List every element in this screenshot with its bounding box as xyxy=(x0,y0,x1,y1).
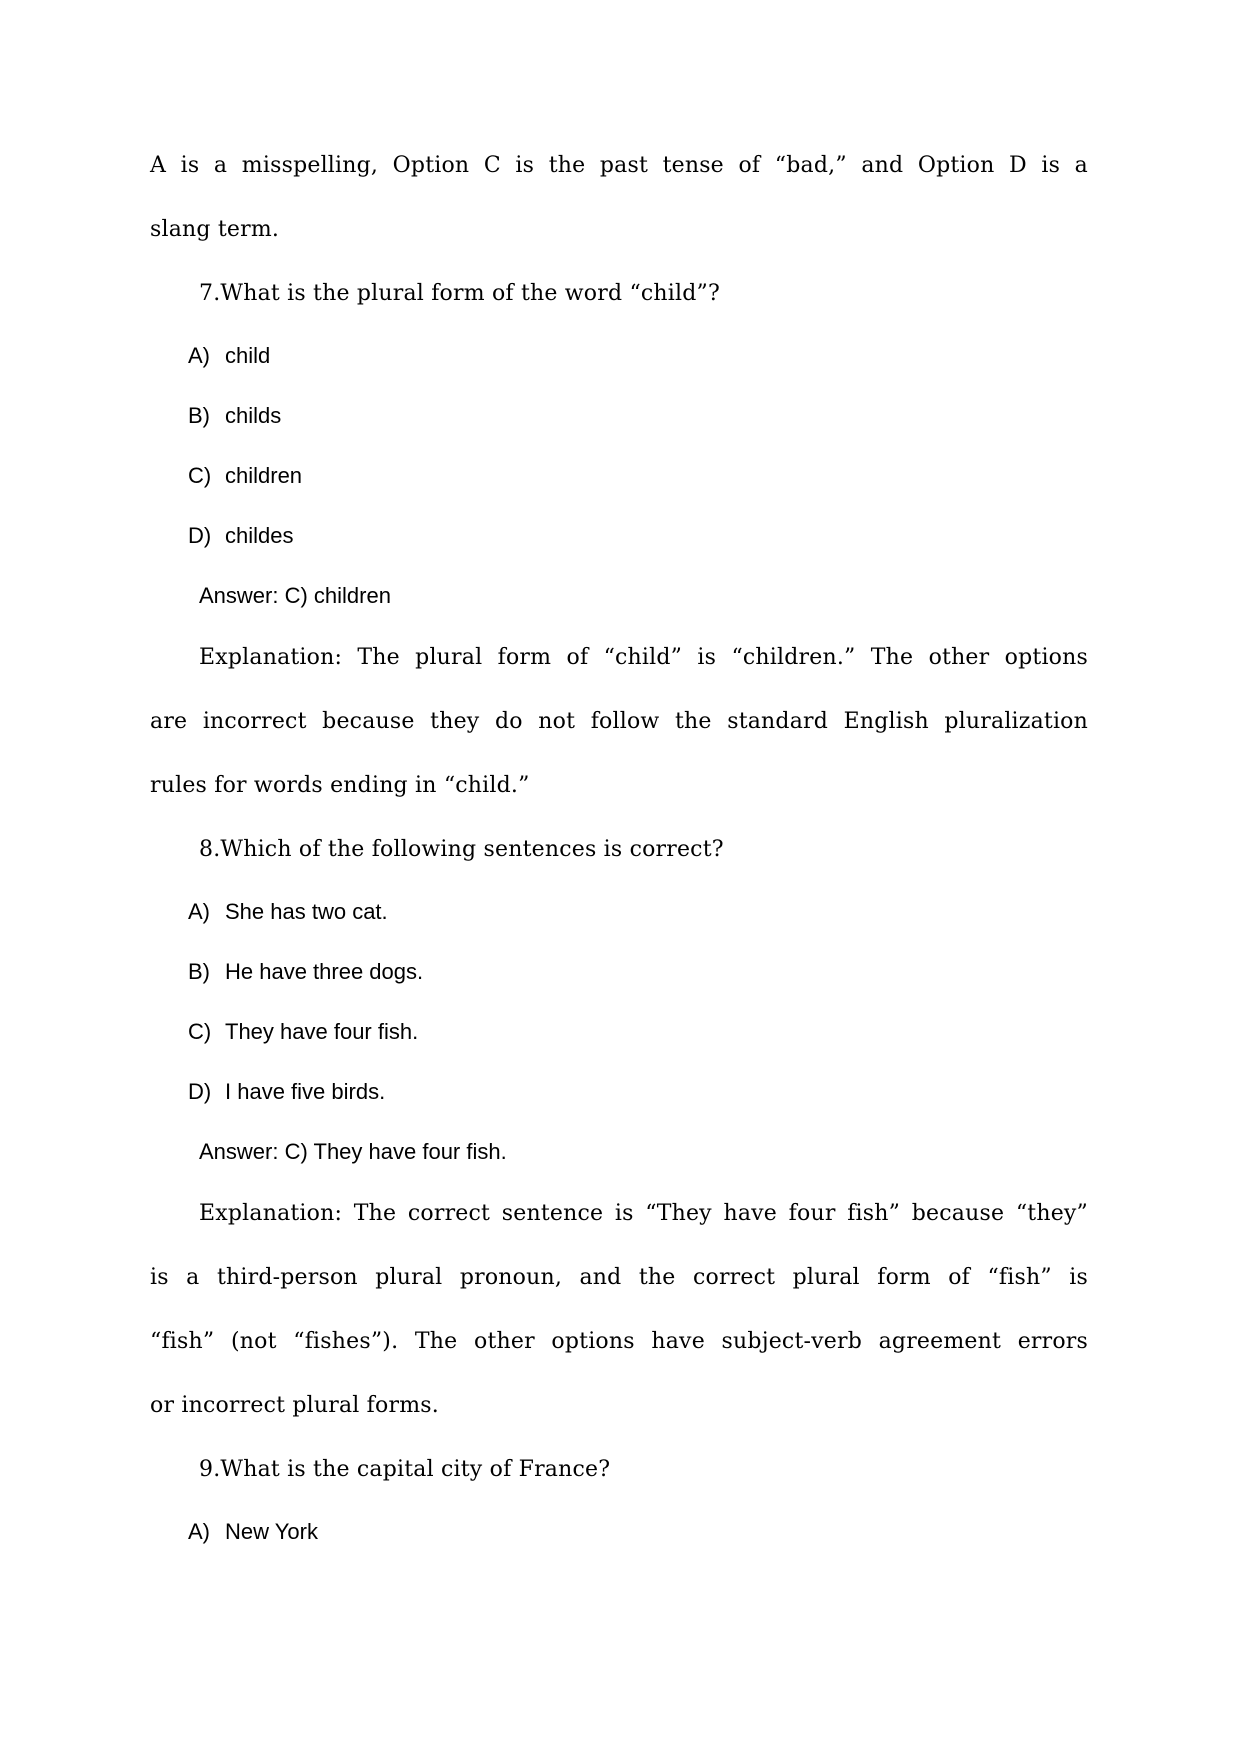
option-letter: D) xyxy=(188,523,212,548)
option-letter: B) xyxy=(188,403,210,428)
q7-answer: Answer: C) children xyxy=(199,583,391,608)
q7-explanation-line-3: rules for words ending in “child.” xyxy=(150,773,530,798)
q7-option-c xyxy=(188,462,302,490)
option-letter: D) xyxy=(188,1079,212,1104)
q8-option-c xyxy=(188,1018,418,1046)
option-text: childes xyxy=(225,523,294,548)
option-letter: A) xyxy=(188,1519,210,1544)
q7-option-d xyxy=(188,522,293,550)
q8-option-d xyxy=(188,1078,385,1106)
q8-explanation-line-1: Explanation: The correct sentence is “They have four fish” because “they” xyxy=(199,1201,1088,1226)
option-text: childs xyxy=(225,403,282,428)
q8-explanation-line-3: “fish” (not “fishes”). The other options have subject-verb agreement errors xyxy=(150,1329,1088,1354)
q8-option-a xyxy=(188,898,388,926)
option-letter: A) xyxy=(188,343,210,368)
option-letter: C) xyxy=(188,463,212,488)
q8-explanation-line-4: or incorrect plural forms. xyxy=(150,1393,439,1418)
q7-explanation-line-2: are incorrect because they do not follow the standard English pluralization xyxy=(150,709,1088,734)
option-text: children xyxy=(225,463,303,488)
option-text: She has two cat. xyxy=(225,899,388,924)
q8-explanation-line-2: is a third-person plural pronoun, and the correct plural form of “fish” is xyxy=(150,1265,1088,1290)
q8-option-b xyxy=(188,958,423,986)
intro-line-1: A is a misspelling, Option C is the past tense of “bad,” and Option D is a xyxy=(150,153,1088,178)
question-9: 9.What is the capital city of France? xyxy=(199,1457,611,1482)
question-7: 7.What is the plural form of the word “child”? xyxy=(199,281,720,306)
intro-line-2: slang term. xyxy=(150,217,280,242)
option-letter: B) xyxy=(188,959,210,984)
option-letter: A) xyxy=(188,899,210,924)
option-text: New York xyxy=(225,1519,318,1544)
option-text: I have five birds. xyxy=(225,1079,386,1104)
option-text: He have three dogs. xyxy=(225,959,424,984)
q7-explanation-line-1: Explanation: The plural form of “child” is “children.” The other options xyxy=(199,645,1088,670)
question-8: 8.Which of the following sentences is correct? xyxy=(199,837,724,862)
option-text: They have four fish. xyxy=(225,1019,419,1044)
q7-option-b xyxy=(188,402,281,430)
q7-option-a xyxy=(188,342,270,370)
q9-option-a xyxy=(188,1518,318,1546)
q8-answer: Answer: C) They have four fish. xyxy=(199,1139,507,1164)
option-text: child xyxy=(225,343,271,368)
option-letter: C) xyxy=(188,1019,212,1044)
